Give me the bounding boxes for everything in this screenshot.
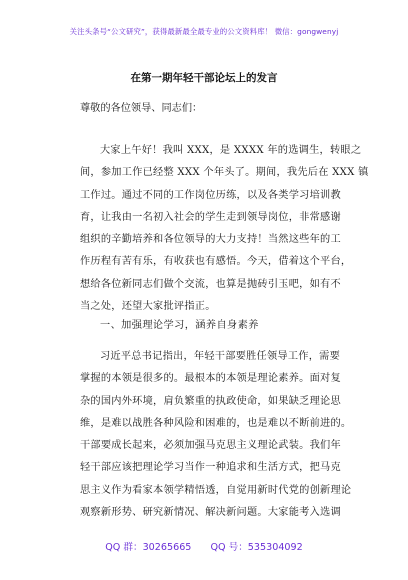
- paragraph-theory: [80, 346, 352, 524]
- paragraph-line: 轻干部应该把理论学习当作一种追求和生活方式，把马克: [80, 462, 341, 474]
- paragraph-line: 思主义作为看家本领学精悟透，自觉用新时代党的创新理论: [80, 484, 352, 496]
- paragraph-line: 干部要成长起来，必须加强马克思主义理论武装。我们年: [80, 440, 341, 452]
- paragraph-line: 组织的辛勤培养和各位领导的大力支持！当然这些年的工: [80, 234, 341, 246]
- paragraph-line: 维，是难以战胜各种风险和困难的，也是难以不断前进的。: [80, 417, 352, 429]
- paragraph-line: 习近平总书记指出，年轻干部要胜任领导工作，需要: [100, 351, 341, 362]
- paragraph-line: 大家上午好！我叫 XXX，是 XXXX 年的选调生，转眼之: [100, 145, 362, 156]
- salutation: 尊敬的各位领导、同志们：: [80, 103, 203, 114]
- paragraph-intro: [80, 140, 369, 318]
- paragraph-line: 观察新形势、研究新情况、解决新问题。大家能考入选调: [80, 507, 341, 519]
- paragraph-line: 掌握的本领是很多的。最根本的本领是理论素养。面对复: [80, 373, 341, 385]
- footer-contact: [0, 539, 408, 553]
- promo-banner: 关注头条号“公文研究”，获得最新最全最专业的公文资料库！ 微信：gongwenyj: [69, 27, 339, 36]
- paragraph-line: 工作过。通过不同的工作岗位历练，以及各类学习培训教: [80, 189, 341, 201]
- document-title: 在第一期年轻干部论坛上的发言: [130, 72, 278, 84]
- paragraph-line: 间，参加工作已经整 XXX 个年头了。期间，我先后在 XXX 镇: [80, 167, 369, 179]
- paragraph-line: 作历程有苦有乐，有收获也有感悟。今天，借着这个平台，: [80, 256, 352, 268]
- paragraph-line: 育，让我由一名初入社会的学生走到领导岗位，非常感谢: [80, 211, 341, 223]
- paragraph-line: 杂的国内外环境，肩负繁重的执政使命，如果缺乏理论思: [80, 395, 341, 407]
- section-heading: 一、加强理论学习，涵养自身素养: [100, 320, 259, 331]
- paragraph-line: 当之处，还望大家批评指正。: [80, 301, 216, 313]
- paragraph-line: 想给各位新同志们做个交流，也算是抛砖引玉吧，如有不: [80, 278, 341, 290]
- qq-number-label: QQ 号：535304092: [210, 542, 303, 553]
- qq-group-label: QQ 群：30265665: [105, 542, 192, 553]
